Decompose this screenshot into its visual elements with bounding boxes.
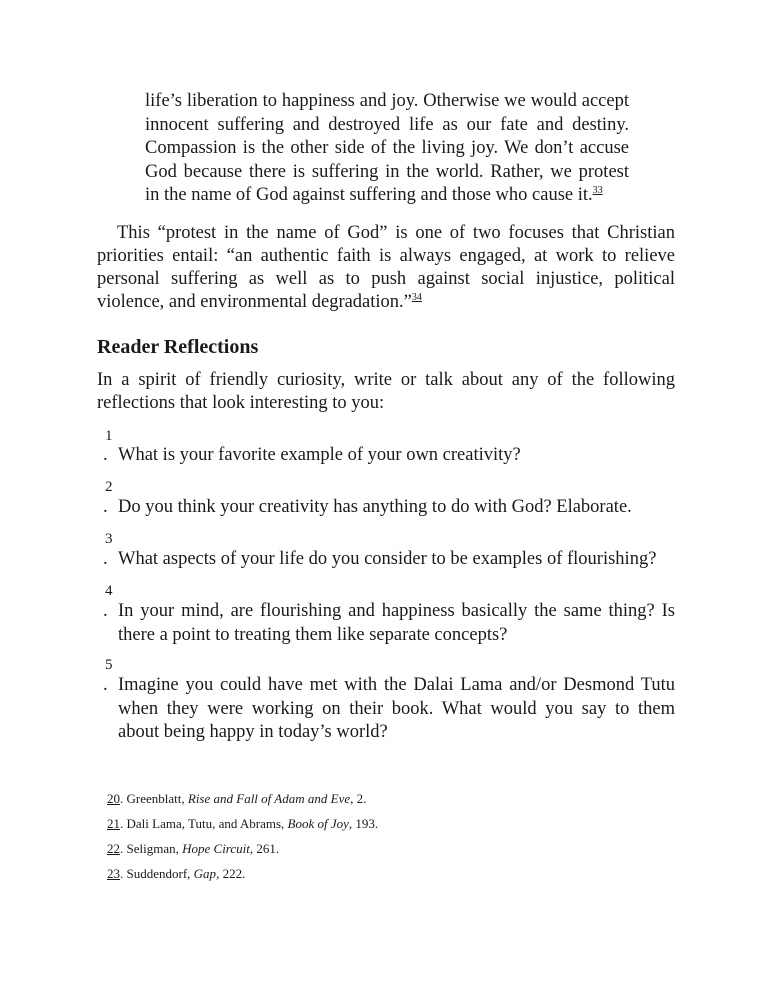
list-item-marker: . [103,445,108,465]
footnote [107,815,378,840]
footnote-author: Suddendorf, [126,866,194,881]
footnote-ref-link[interactable]: 33 [592,185,603,196]
footnote [107,790,378,815]
paragraph-line: priorities entail: “an authentic faith is always engaged, at work to relieve [97,246,675,266]
footnote-author: Seligman, [126,841,183,856]
list-item-number: 5 [105,657,113,673]
body-paragraph [97,222,675,314]
footnote-title: Rise and Fall of Adam and Eve [187,791,351,806]
quote-line [145,184,629,208]
list-item-number: 1 [105,428,113,444]
list-item-line: when they were working on their book. What would you say to them [118,698,675,719]
footnote [107,865,378,890]
footnote-separator: . [120,816,127,831]
list-item-number: 4 [105,583,113,599]
list-item-marker: . [103,675,108,695]
paragraph-line [97,291,675,314]
footnote-number-link[interactable]: 23 [107,866,120,881]
intro-line: In a spirit of friendly curiosity, write or talk about any of the following [97,370,675,390]
footnote-title: Book of Joy [287,816,349,831]
footnotes [107,790,378,890]
list-item-text [118,600,675,647]
list-item-line: What is your favorite example of your own creativity? [118,445,521,465]
list-item-marker: . [103,497,108,517]
footnote-author: Greenblatt, [126,791,188,806]
footnote-author: Dali Lama, Tutu, and Abrams, [126,816,288,831]
footnote-page: , 193. [348,816,379,831]
footnote [107,840,378,865]
list-item-marker: . [103,601,108,621]
list-item-line: In your mind, are flourishing and happiness basically the same thing? Is [118,601,675,621]
footnote-separator: . [120,841,127,856]
intro-paragraph [97,369,675,415]
quote-line: innocent suffering and destroyed life as our fate and destiny. [145,114,629,135]
footnote-page: , 261. [249,841,280,856]
list-item-marker: . [103,549,108,569]
list-item-line: there a point to treating them like separate concepts? [118,624,508,645]
footnote-number-link[interactable]: 20 [107,791,120,806]
block-quote [145,90,629,208]
list-item-text [118,548,675,572]
intro-line: reflections that look interesting to you: [97,393,385,413]
paragraph-line: personal suffering as well as to push against social injustice, political [97,269,675,289]
quote-line: Compassion is the other side of the living joy. We don’t accuse [145,138,629,158]
footnote-separator: . [120,791,127,806]
list-item-number: 2 [105,479,113,495]
quote-line: life’s liberation to happiness and joy. Otherwise we would accept [145,91,629,111]
footnote-title: Hope Circuit [182,841,250,856]
list-item-text [118,444,675,468]
list-item-line: Imagine you could have met with the Dalai Lama and/or Desmond Tutu [118,675,675,695]
list-item-line: about being happy in today’s world? [118,722,388,742]
footnote-number-link[interactable]: 22 [107,841,120,856]
section-heading: Reader Reflections [97,336,259,358]
quote-line-text: in the name of God against suffering and those who cause it. [145,185,593,205]
paragraph-line-text: violence, and environmental degradation.” [97,292,412,312]
paragraph-line: This “protest in the name of God” is one of two focuses that Christian [117,223,675,243]
footnote-page: , 222. [216,866,246,881]
quote-line: God because there is suffering in the world. Rather, we protest [145,161,629,182]
footnote-separator: . [120,866,127,881]
list-item-text [118,496,675,520]
list-item-text [118,674,675,745]
footnote-number-link[interactable]: 21 [107,816,120,831]
list-item-number: 3 [105,531,113,547]
footnote-title: Gap [193,866,217,881]
list-item-line: What aspects of your life do you consider to be examples of flourishing? [118,549,657,569]
list-item-line: Do you think your creativity has anything to do with God? Elaborate. [118,497,632,517]
footnote-ref-link[interactable]: 34 [411,292,422,303]
footnote-page: , 2. [350,791,367,806]
